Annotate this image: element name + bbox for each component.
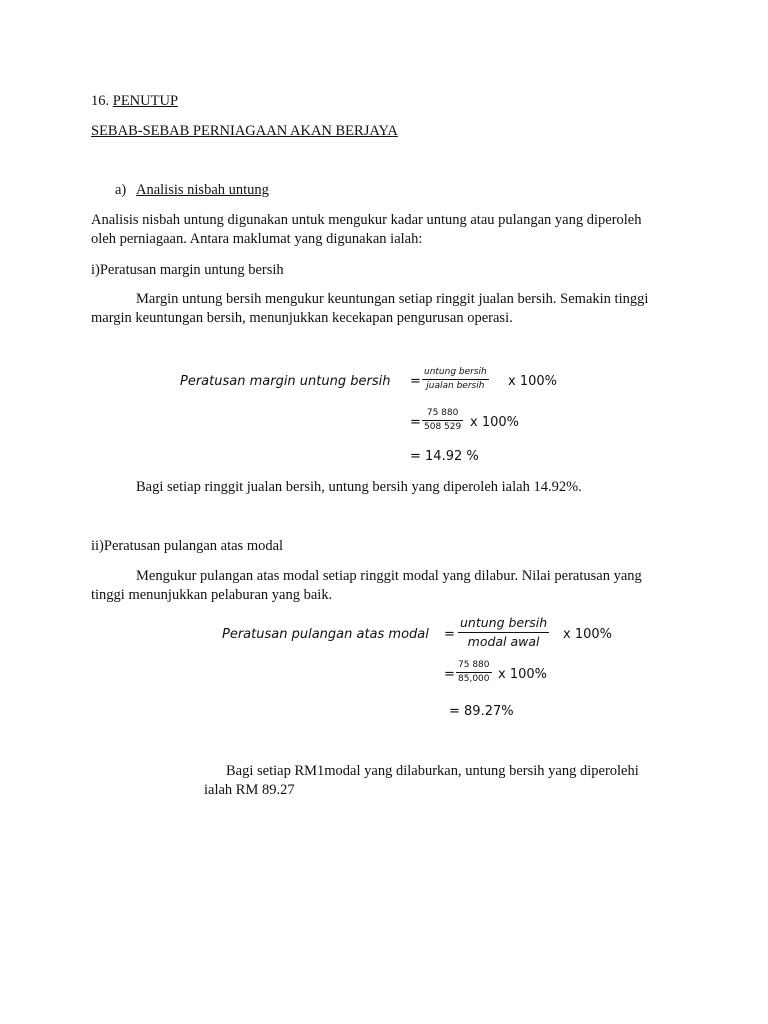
item2-desc-line-1: Mengukur pulangan atas modal setiap ringgit modal yang dilabur. Nilai peratusan yang <box>136 568 642 584</box>
formula1-label: Peratusan margin untung bersih <box>180 374 391 389</box>
section-heading <box>91 92 178 111</box>
list-marker: a) <box>115 182 127 198</box>
formula2-value-numerator: 75 880 <box>456 660 492 673</box>
formula1-fraction <box>422 367 489 392</box>
formula2-multiplier: x 100% <box>563 627 612 642</box>
formula2-fraction <box>458 615 549 650</box>
formula1-denominator: jualan bersih <box>426 381 485 391</box>
formula2-value-denominator: 85,000 <box>458 674 490 684</box>
formula1-value-denominator: 508 529 <box>424 422 462 432</box>
formula2-numerator: untung bersih <box>458 615 549 633</box>
intro-line-1: Analisis nisbah untung digunakan untuk mengukur kadar untung atau pulangan yang diperoleh <box>91 212 642 228</box>
intro-line-2: oleh perniagaan. Antara maklumat yang digunakan ialah: <box>91 231 423 247</box>
formula1-multiplier: x 100% <box>508 374 557 389</box>
item1-desc-line-1: Margin untung bersih mengukur keuntungan setiap ringgit jualan bersih. Semakin tinggi <box>136 291 649 307</box>
formula1-equals-2: = <box>410 415 421 430</box>
formula1-multiplier-2: x 100% <box>470 415 519 430</box>
heading-number: 16. <box>91 93 110 109</box>
formula1-value-numerator: 75 880 <box>422 408 463 421</box>
subheading: SEBAB-SEBAB PERNIAGAAN AKAN BERJAYA <box>91 123 398 139</box>
formula2-equals: = <box>444 627 455 642</box>
formula2-denominator: modal awal <box>467 634 540 649</box>
heading-title: PENUTUP <box>112 93 179 109</box>
item1-desc-line-2: margin keuntungan bersih, menunjukkan kecekapan pengurusan operasi. <box>91 310 513 326</box>
item1-conclusion: Bagi setiap ringgit jualan bersih, untung bersih yang diperoleh ialah 14.92%. <box>136 479 582 495</box>
item2-conclusion-line-2: ialah RM 89.27 <box>204 782 295 798</box>
formula2-multiplier-2: x 100% <box>498 667 547 682</box>
formula1-result: = 14.92 % <box>410 449 479 464</box>
formula1-equals: = <box>410 374 421 389</box>
item2-conclusion-line-1: Bagi setiap RM1modal yang dilaburkan, untung bersih yang diperolehi <box>226 763 639 779</box>
formula2-value-fraction <box>456 660 492 685</box>
item1-title: i)Peratusan margin untung bersih <box>91 262 284 278</box>
formula1-numerator: untung bersih <box>422 367 489 380</box>
item2-desc-line-2: tinggi menunjukkan pelaburan yang baik. <box>91 587 333 603</box>
item2-title: ii)Peratusan pulangan atas modal <box>91 538 284 554</box>
formula2-label: Peratusan pulangan atas modal <box>222 627 429 642</box>
formula1-value-fraction <box>422 408 463 433</box>
formula2-equals-2: = <box>444 667 455 682</box>
formula2-result: = 89.27% <box>449 704 514 719</box>
section-a-title: Analisis nisbah untung <box>136 182 269 198</box>
